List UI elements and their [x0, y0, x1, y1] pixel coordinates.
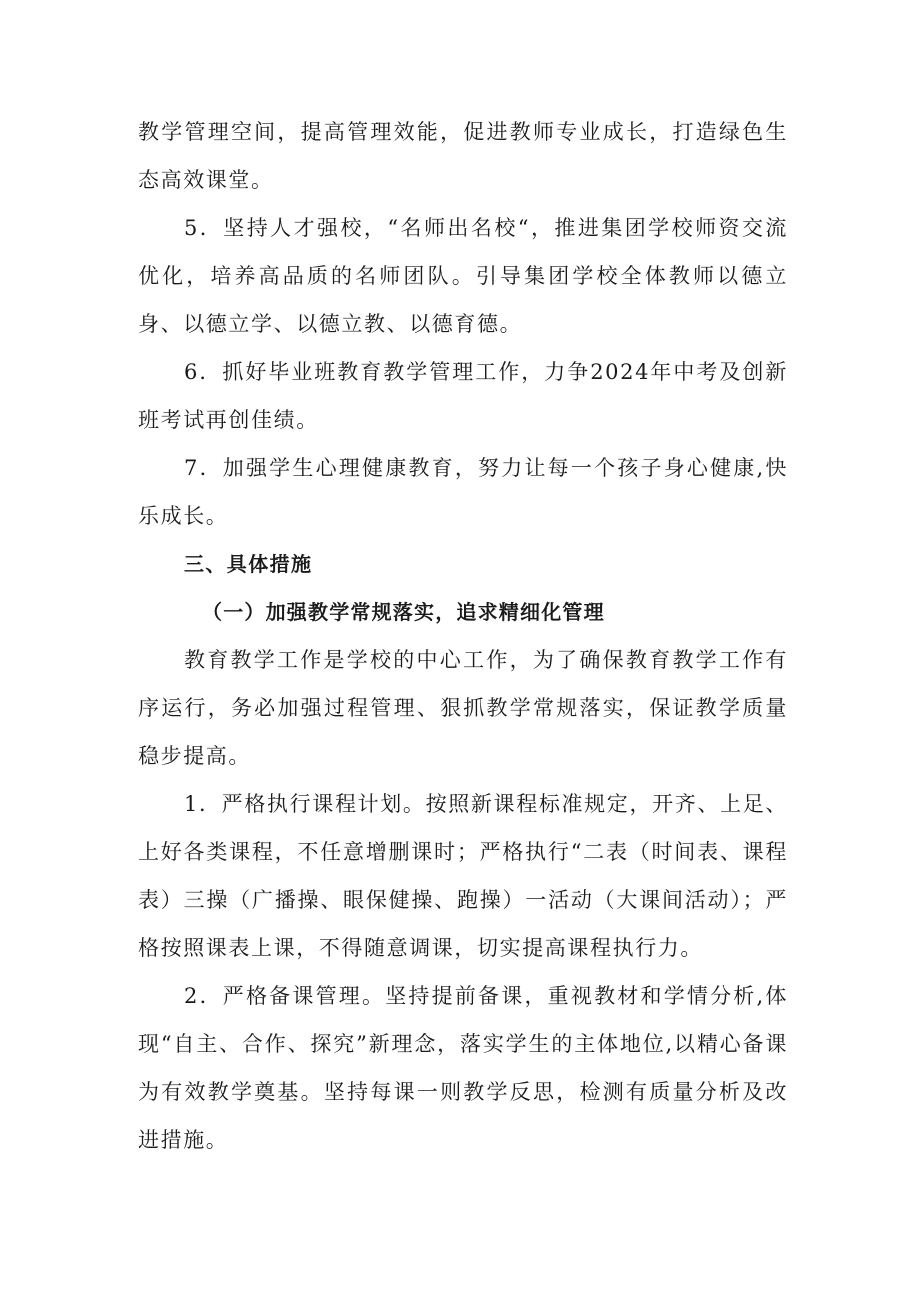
paragraph-continuation: 教学管理空间，提高管理效能，促进教师专业成长，打造绿色生态高效课堂。 — [138, 120, 788, 192]
paragraph-intro: 教育教学工作是学校的中心工作，为了确保教育教学工作有序运行，务必加强过程管理、狠抓教学常规落实，保证教学质量稳步提高。 — [138, 648, 788, 768]
document-page — [138, 108, 788, 1164]
subsection-heading-1: （一）加强教学常规落实，追求精细化管理 — [202, 600, 605, 624]
paragraph-measure-2: 2．严格备课管理。坚持提前备课，重视教材和学情分析,体现“自主、合作、探究”新理念，落实学生的主体地位,以精心备课为有效教学奠基。坚持每课一则教学反思，检测有质量分析及改进措施。 — [138, 984, 788, 1152]
paragraph-measure-1: 1．严格执行课程计划。按照新课程标准规定，开齐、上足、上好各类课程，不任意增删课时；严格执行“二表（时间表、课程表）三操（广播操、眼保健操、跑操）一活动（大课间活动）；严格按照课表上课，不得随意调课，切实提高课程执行力。 — [138, 792, 788, 960]
paragraph-item-7: 7．加强学生心理健康教育，努力让每一个孩子身心健康,快乐成长。 — [138, 456, 788, 528]
paragraph-item-5: 5．坚持人才强校，“名师出名校“，推进集团学校师资交流优化，培养高品质的名师团队。引导集团学校全体教师以德立身、以德立学、以德立教、以德育德。 — [138, 216, 788, 336]
section-heading-3: 三、具体措施 — [184, 552, 313, 576]
paragraph-item-6: 6．抓好毕业班教育教学管理工作，力争2024年中考及创新班考试再创佳绩。 — [138, 360, 788, 432]
